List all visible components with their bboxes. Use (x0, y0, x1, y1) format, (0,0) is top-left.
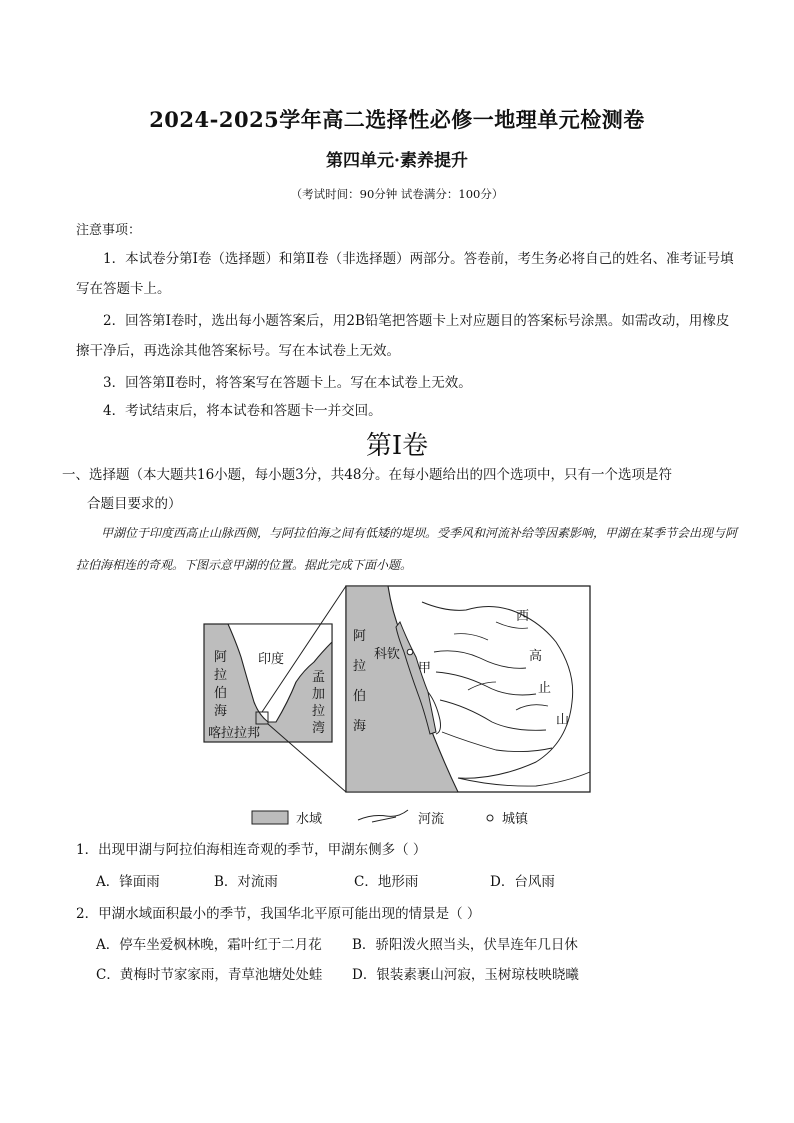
exam-title: 2024-2025学年高二选择性必修一地理单元检测卷 (149, 107, 645, 132)
volume-title: 第Ⅰ卷 (365, 431, 429, 461)
section-instructions (62, 461, 742, 519)
inset-label-3: 海 (214, 704, 228, 719)
q1-option-d[interactable]: D．台风雨 (490, 874, 555, 890)
main-label-8: 止 (538, 681, 552, 696)
q1-option-a[interactable]: A．锋面雨 (96, 874, 160, 890)
inset-label-7: 拉 (312, 704, 326, 719)
main-map (346, 586, 590, 792)
note-item-1: 1．本试卷分第Ⅰ卷（选择题）和第Ⅱ卷（非选择题）两部分。答卷前，考生务必将自己的姓名、准考证号填写在答题卡上。 (76, 251, 734, 297)
inset-label-2: 伯 (214, 686, 228, 701)
main-label-6: 西 (516, 609, 530, 624)
legend-water: 水域 (296, 812, 323, 827)
inset-label-5: 孟 (312, 670, 326, 685)
inset-label-kerala: 喀拉拉邦 (208, 726, 261, 741)
main-label-1: 拉 (353, 659, 367, 674)
question-2-stem: 2．甲湖水域面积最小的季节，我国华北平原可能出现的情景是（ ） (76, 906, 481, 922)
main-label-lake: 甲 (418, 661, 432, 676)
inset-label-1: 拉 (214, 668, 228, 683)
note-item-4: 4．考试结束后，将本试卷和答题卡一并交回。 (103, 403, 382, 419)
reading-passage: 甲湖位于印度西高止山脉西侧，与阿拉伯海之间有低矮的堤坝。受季风和河流补给等因素影响，甲湖在某季节会出现与阿拉伯海相连的奇观。下图示意甲湖的位置。据此完成下面小题。 (76, 526, 738, 572)
main-label-3: 海 (353, 719, 367, 734)
q2-option-d[interactable]: D．银装素裹山河寂，玉树琼枝映晓曦 (352, 967, 579, 983)
q2-option-c[interactable]: C．黄梅时节家家雨，青草池塘处处蛙 (96, 967, 323, 983)
q1-option-b[interactable]: B．对流雨 (214, 874, 278, 890)
main-label-7: 高 (529, 649, 543, 664)
inset-label-india: 印度 (258, 652, 285, 667)
exam-subtitle: 第四单元·素养提升 (326, 151, 468, 171)
notes-heading: 注意事项： (76, 223, 142, 238)
main-label-0: 阿 (353, 629, 367, 644)
inset-label-6: 加 (312, 687, 326, 702)
note-item-2: 2．回答第Ⅰ卷时，选出每小题答案后，用2B铅笔把答题卡上对应题目的答案标号涂黑。如需改动，用橡皮擦干净后，再选涂其他答案标号。写在本试卷上无效。 (76, 313, 730, 359)
note-item-3: 3．回答第Ⅱ卷时，将答案写在答题卡上。写在本试卷上无效。 (103, 375, 472, 391)
q1-option-c[interactable]: C．地形雨 (354, 874, 419, 890)
exam-info: （考试时间：90分钟 试卷满分：100分） (290, 187, 504, 201)
q2-option-a[interactable]: A．停车坐爱枫林晚，霜叶红于二月花 (96, 937, 322, 953)
main-label-kochi: 科钦 (374, 647, 401, 662)
q2-option-b[interactable]: B．骄阳泼火照当头，伏旱连年几日休 (352, 937, 578, 953)
main-label-2: 伯 (353, 689, 367, 704)
section-line-1: 一、选择题（本大题共16小题，每小题3分，共48分。在每小题给出的四个选项中，只有一个选项是符 (62, 467, 672, 483)
legend-river: 河流 (418, 812, 445, 827)
main-label-9: 山 (556, 713, 570, 728)
inset-label-0: 阿 (214, 650, 228, 665)
map-legend (252, 810, 529, 827)
question-1-stem: 1．出现甲湖与阿拉伯海相连奇观的季节，甲湖东侧多（ ） (76, 842, 427, 858)
section-line-2: 合题目要求的） (87, 496, 182, 512)
inset-label-8: 湾 (312, 721, 326, 736)
legend-town: 城镇 (502, 812, 529, 827)
lake-location-map (196, 582, 596, 832)
